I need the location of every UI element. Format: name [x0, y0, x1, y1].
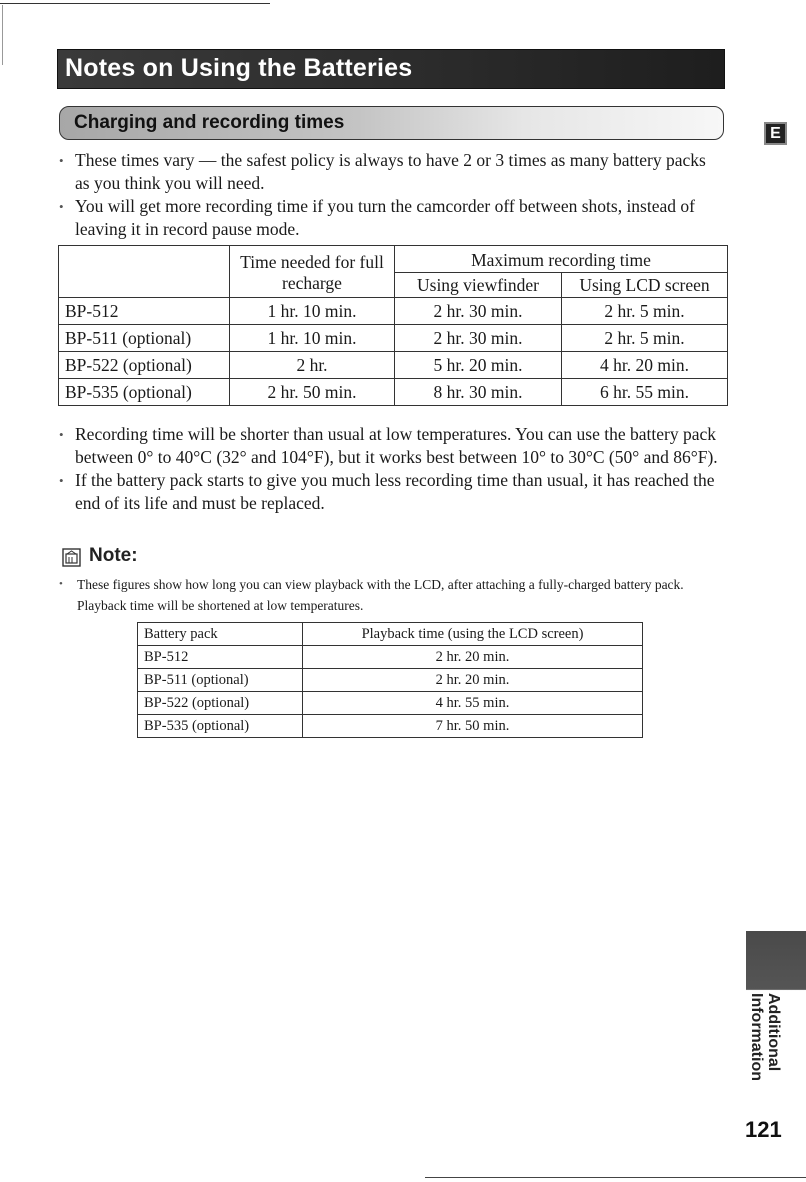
table-cell-lcd: 2 hr. 5 min.	[562, 298, 728, 325]
recording-time-table	[58, 245, 728, 406]
left-margin-rule	[2, 5, 3, 65]
intro-bullet-list	[58, 149, 718, 241]
language-tab-e: E	[764, 122, 787, 145]
table-cell-time: 2 hr. 20 min.	[303, 646, 643, 669]
table-cell-time: 4 hr. 55 min.	[303, 692, 643, 715]
table-cell-recharge: 1 hr. 10 min.	[230, 325, 395, 352]
table-header-max-recording: Maximum recording time	[395, 246, 728, 273]
table-cell-recharge: 2 hr. 50 min.	[230, 379, 395, 406]
table-cell-pack: BP-522 (optional)	[59, 352, 230, 379]
page-title-bar	[57, 49, 725, 89]
table-cell-lcd: 2 hr. 5 min.	[562, 325, 728, 352]
table-cell-pack: BP-511 (optional)	[59, 325, 230, 352]
list-item: • Recording time will be shorter than usual at low temperatures. You can use the battery pack between 0° to 40°C (32° and 104°F), but it works best between 10° to 30°C (50° and 86°F).	[58, 423, 728, 469]
top-rule	[0, 3, 270, 4]
table-cell-viewfinder: 8 hr. 30 min.	[395, 379, 562, 406]
list-item: • These figures show how long you can view playback with the LCD, after attaching a fully-charged battery pack. Playback time will be shortened at low temperatures.	[58, 574, 708, 616]
section-heading: Charging and recording times	[74, 112, 345, 133]
table-cell-time: 7 hr. 50 min.	[303, 715, 643, 738]
table-row	[138, 669, 643, 692]
list-item: • If the battery pack starts to give you much less recording time than usual, it has reached the end of its life and must be replaced.	[58, 469, 728, 515]
note-bullet-list	[58, 574, 708, 616]
table-cell-recharge: 1 hr. 10 min.	[230, 298, 395, 325]
table-row	[59, 298, 728, 325]
table-header-playback: Playback time (using the LCD screen)	[303, 623, 643, 646]
table-cell-pack: BP-512	[59, 298, 230, 325]
table-header-lcd: Using LCD screen	[562, 273, 728, 298]
table-cell-lcd: 6 hr. 55 min.	[562, 379, 728, 406]
table-cell-time: 2 hr. 20 min.	[303, 669, 643, 692]
note-heading-label: Note:	[89, 545, 138, 566]
table-header-row	[59, 246, 728, 273]
table-cell-pack: BP-535 (optional)	[138, 715, 303, 738]
bottom-rule	[425, 1177, 806, 1178]
table-header-pack: Battery pack	[138, 623, 303, 646]
section-heading-bar	[59, 106, 724, 140]
page-title: Notes on Using the Batteries	[65, 54, 413, 82]
notes-bullet-list	[58, 423, 728, 515]
table-cell-pack: BP-512	[138, 646, 303, 669]
table-header-recharge: Time needed for full recharge	[230, 246, 395, 298]
playback-time-table	[137, 622, 643, 738]
side-tab-label	[746, 993, 782, 1083]
table-cell-pack: BP-535 (optional)	[59, 379, 230, 406]
table-cell-viewfinder: 2 hr. 30 min.	[395, 298, 562, 325]
list-item: • These times vary — the safest policy is always to have 2 or 3 times as many battery packs as you think you will need.	[58, 149, 718, 195]
table-header-viewfinder: Using viewfinder	[395, 273, 562, 298]
side-tab-text: Additional Information	[748, 993, 782, 1081]
table-row	[59, 352, 728, 379]
table-row	[138, 692, 643, 715]
table-cell-lcd: 4 hr. 20 min.	[562, 352, 728, 379]
note-icon	[62, 548, 81, 567]
table-header-row	[138, 623, 643, 646]
list-item: • You will get more recording time if you turn the camcorder off between shots, instead of leaving it in record pause mode.	[58, 195, 718, 241]
table-row	[138, 715, 643, 738]
table-row	[59, 325, 728, 352]
table-cell-recharge: 2 hr.	[230, 352, 395, 379]
table-row	[138, 646, 643, 669]
table-cell-viewfinder: 5 hr. 20 min.	[395, 352, 562, 379]
table-cell-pack: BP-511 (optional)	[138, 669, 303, 692]
table-row	[59, 379, 728, 406]
table-cell-viewfinder: 2 hr. 30 min.	[395, 325, 562, 352]
page-number: 121	[745, 1117, 782, 1142]
table-header-empty	[59, 246, 230, 298]
table-cell-pack: BP-522 (optional)	[138, 692, 303, 715]
